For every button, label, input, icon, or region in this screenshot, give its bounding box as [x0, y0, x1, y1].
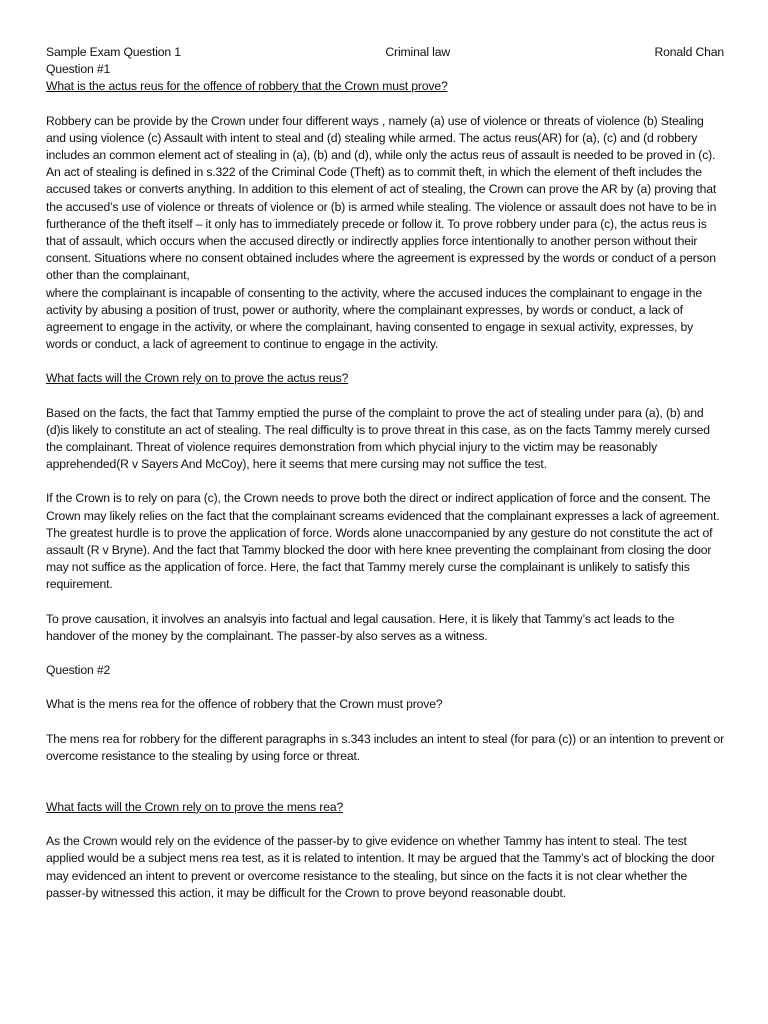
header-title: Sample Exam Question 1 — [46, 45, 181, 59]
q1-paragraph-4: If the Crown is to rely on para (c), the Crown needs to prove both the direct or indirect application of force and the consent. The Crown may likely relies on the fact that the complainant screams evidenced that the complainant expresses a lack of agreement. The greatest hurdle is to prove the application of force. Words alone unaccompanied by any gesture do not constitute the act of assault (R v Bryne). And the fact that Tammy blocked the door with here knee preventing the complainant from closing the door may not suffice as the application of force. Here, the fact that Tammy merely curse the complainant is unlikely to satisfy this requirement. — [46, 491, 720, 592]
header-subject: Criminal law — [385, 45, 450, 59]
q1-paragraph-3: Based on the facts, the fact that Tammy emptied the purse of the complaint to prove the act of stealing under para (a), (b) and (d)is likely to constitute an act of stealing. The real difficulty is to prove threat in this case, as on the facts Tammy merely cursed the complainant. Threat of violence requires demonstration from which phycial injury to the victim may be reasonably apprehended(R v Sayers And McCoy), here it seems that mere cursing may not suffice the test. — [46, 405, 710, 472]
q1-paragraph-1: Robbery can be provide by the Crown under four different ways , namely (a) use of violence or threats of violence (b) Stealing and using violence (c) Assault with intent to steal and (d) stealing while armed. The actus reus(AR) for (a), (c) and (d robbery includes an common element act of stealing in (a), (b) and (d), while only the actus reus of assault is needed to be proved in (c). An act of stealing is defined in s.322 of the Criminal Code (Theft) as to commit theft, in which the element of theft includes the accused takes or converts anything. In addition to this element of act of stealing, the Crown can prove the AR by (a) proving that the accused’s use of violence or threats of violence or (b) is armed while stealing. The violence or assault does not have to be in furtherance of the theft itself – it only has to immediately precede or follow it. To prove robbery under para (c), the actus reus is that of assault, which occurs when the accused directly or indirectly applies force intentionally to another person without their consent. Situations where no consent obtained includes where the agreement is expressed by the words or conduct of a person other than the complainant, — [46, 113, 717, 283]
q1-paragraph-5: To prove causation, it involves an analsyis into factual and legal causation. Here, it is likely that Tammy’s act leads to the handover of the money by the complainant. The passer-by also serves as a witness. — [46, 611, 675, 643]
q2-paragraph-1: The mens rea for robbery for the different paragraphs in s.343 includes an intent to steal (for para (c)) or an intention to prevent or overcome resistance to the stealing by using force or threat. — [46, 731, 724, 763]
question-1-heading: Question #1 — [46, 62, 111, 77]
q1-facts-question: What facts will the Crown rely on to prove the actus reus? — [46, 371, 349, 386]
header-author: Ronald Chan — [654, 45, 724, 59]
q2-paragraph-2: As the Crown would rely on the evidence of the passer-by to give evidence on whether Tammy has intent to steal. The test applied would be a subject mens rea test, as it is related to intention. It may be argued that the Tammy’s act of blocking the door may evidenced an intent to prevent or overcome resistance to the stealing, but since on the facts it is not clear whether the passer-by witnessed this action, it may be difficult for the Crown to prove beyond reasonable doubt. — [46, 834, 715, 900]
question-2-heading: Question #2 — [46, 663, 111, 678]
question-1-prompt: What is the actus reus for the offence of robbery that the Crown must prove? — [46, 79, 448, 94]
q1-paragraph-2: where the complainant is incapable of consenting to the activity, where the accused induces the complainant to engage in the activity by abusing a position of trust, power or authority, where the complainant expresses, by words or conduct, a lack of agreement to engage in the activity, or where the complainant, having consented to engage in sexual activity, expresses, by words or conduct, a lack of agreement to continue to engage in the activity. — [46, 285, 702, 352]
q2-facts-question: What facts will the Crown rely on to prove the mens rea? — [46, 799, 344, 814]
page-header — [46, 44, 724, 61]
question-2-prompt: What is the mens rea for the offence of robbery that the Crown must prove? — [46, 697, 443, 712]
